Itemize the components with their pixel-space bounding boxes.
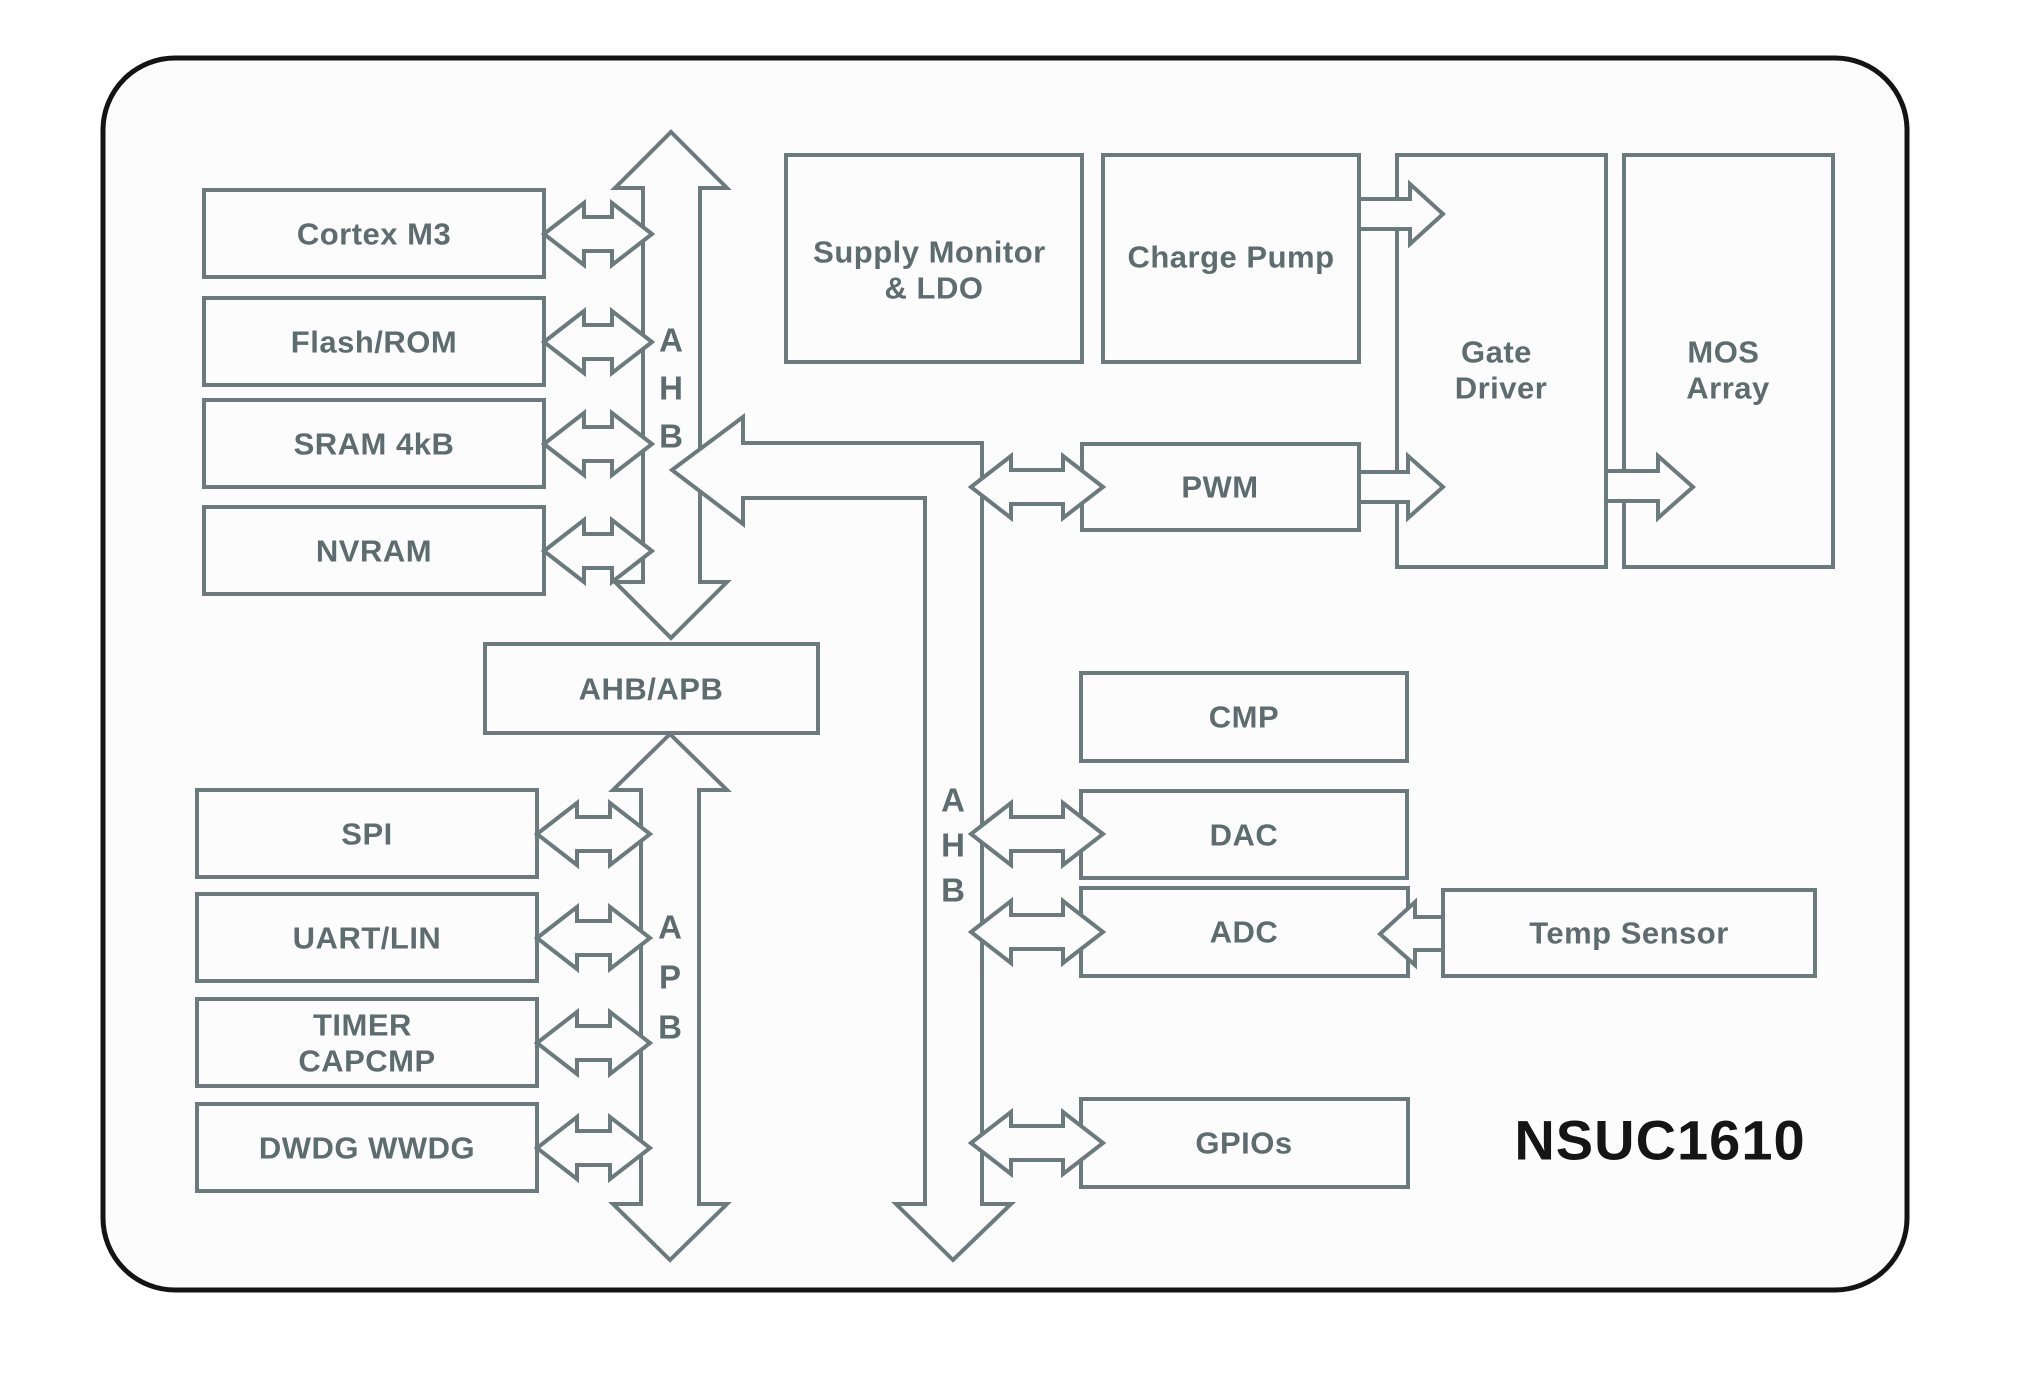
mos-array-label-line2: Array [1686,370,1770,406]
temp-sensor-label: Temp Sensor [1529,915,1729,951]
sram-label: SRAM 4kB [293,426,455,462]
mos-array-label [1686,324,1770,406]
ahb-peripheral-letter-a: A [941,781,965,819]
timer-capcmp-label-line1: TIMER [312,1007,412,1043]
ahb-apb-bridge-label: AHB/APB [578,671,724,707]
part-number-label: NSUC1610 [1514,1108,1806,1172]
cmp-label: CMP [1208,699,1280,735]
spi-label: SPI [341,816,393,852]
ahb-core-letter-h: H [659,369,683,407]
dac-label: DAC [1209,817,1279,853]
ahb-peripheral-letter-h: H [941,826,965,864]
uart-lin-label: UART/LIN [292,920,442,956]
apb-letter-a: A [658,908,682,946]
gpios-label: GPIOs [1195,1125,1293,1161]
supply-monitor-label-line1: Supply Monitor [813,234,1046,270]
apb-letter-b: B [658,1008,682,1046]
gate-driver-label-line1: Gate [1460,334,1532,370]
charge-pump-label: Charge Pump [1127,239,1335,275]
flash-rom-label: Flash/ROM [290,324,458,360]
nvram-label: NVRAM [315,533,433,569]
ahb-core-letter-b: B [659,417,683,455]
adc-label: ADC [1209,914,1279,950]
cortex-m3-label: Cortex M3 [296,216,452,252]
ahb-peripheral-letter-b: B [941,871,965,909]
timer-capcmp-label-line2: CAPCMP [298,1043,436,1079]
mos-array-label-line1: MOS [1687,334,1760,370]
supply-monitor-label-line2: & LDO [884,270,984,306]
gate-driver-label-line2: Driver [1454,370,1548,406]
apb-letter-p: P [658,958,682,996]
dwdg-wwdg-label: DWDG WWDG [258,1130,476,1166]
ahb-core-letter-a: A [659,321,683,359]
pwm-label: PWM [1181,469,1259,505]
